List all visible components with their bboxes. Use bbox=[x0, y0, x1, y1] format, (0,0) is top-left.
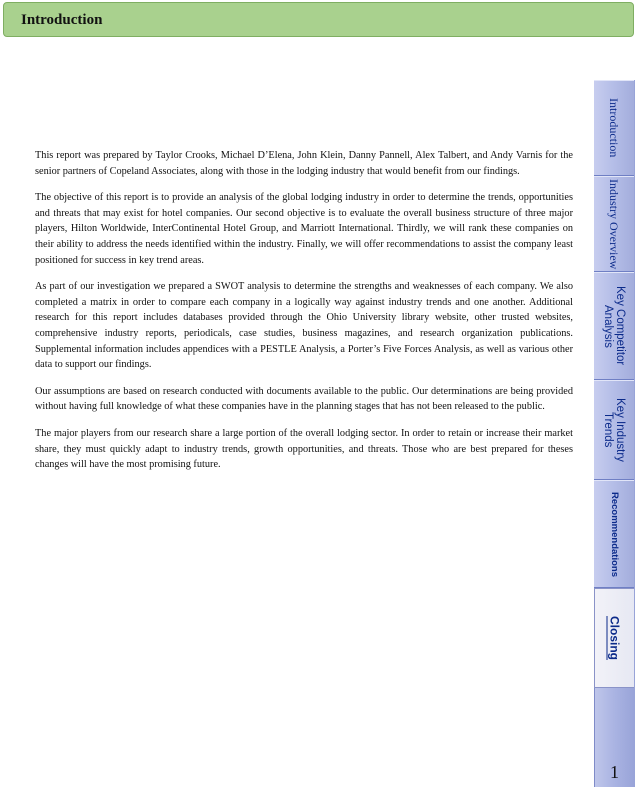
tab-industry-overview-label: Industry Overview bbox=[607, 178, 621, 270]
section-header bbox=[3, 2, 634, 37]
report-body bbox=[35, 148, 573, 484]
tab-key-industry-trends[interactable] bbox=[594, 380, 634, 480]
paragraph-assumptions: Our assumptions are based on research conducted with documents available to the public. Our determinations are being provided without having full knowledge of what these companies have in the planning stages that has not been released to the public. bbox=[35, 385, 573, 413]
tab-industry-overview[interactable] bbox=[594, 176, 634, 272]
tab-key-competitor-analysis[interactable] bbox=[594, 272, 634, 380]
paragraph-objective: The objective of this report is to provide an analysis of the global lodging industry in order to determine the trends, opportunities and threats that may exist for hotel companies. Our second objective is to evaluate the overall business structure of three major players, Hilton Worldwide, InterContinental Hotel Group, and Marriott International. Thirdly, we will rank these companies on their ability to address the needs identified within the industry. Finally, we will offer recommendations to assist the company least positioned for success in key trend areas. bbox=[35, 192, 573, 266]
tab-key-competitor-analysis-label: Key Competitor Analysis bbox=[602, 286, 626, 366]
tab-recommendations[interactable] bbox=[594, 480, 634, 588]
paragraph-authors: This report was prepared by Taylor Crooks, Michael D’Elena, John Klein, Danny Pannell, Alex Talbert, and Andy Varnis for the senior partners of Copeland Associates, along with those in the lodging industry that would benefit from our findings. bbox=[35, 150, 573, 177]
tab-key-industry-trends-label: Key Industry Trends bbox=[602, 398, 626, 462]
tab-introduction-label: Introduction bbox=[607, 98, 621, 158]
tab-recommendations-label: Recommendations bbox=[609, 491, 620, 577]
paragraph-investigation: As part of our investigation we prepared a SWOT analysis to determine the strengths and weaknesses of each company. We also completed a matrix in order to compare each company in a logically way against industry trends and one another. Additional research for this report includes databases provided through the Ohio University library website, other trusted websites, comprehensive industry reports, periodicals, case studies, business magazines, and research organization publications. Supplemental information includes appendices with a PESTLE Analysis, a Porter’s Five Forces Analysis, as well as various other data to support our findings. bbox=[35, 281, 573, 371]
paragraph-major-players: The major players from our research share a large portion of the overall lodging sector. In order to retain or increase their market share, they must quickly adapt to industry trends, growth opportunities, and threats. Those who are best prepared for theses changes will have the most promising future. bbox=[35, 427, 573, 471]
page-title: Introduction bbox=[21, 12, 103, 28]
tab-closing[interactable] bbox=[594, 588, 634, 688]
page-number: 1 bbox=[610, 762, 619, 782]
tab-introduction[interactable] bbox=[594, 80, 634, 176]
tab-closing-label: Closing bbox=[607, 616, 622, 660]
